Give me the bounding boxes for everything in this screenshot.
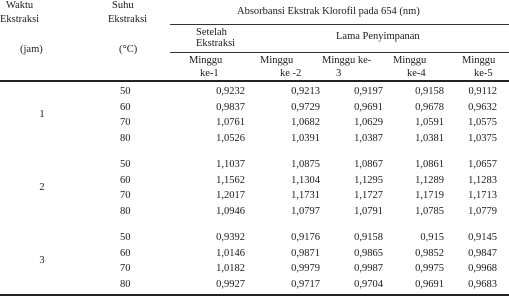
absorbance-value-cell: 0,9865 bbox=[354, 247, 383, 259]
temperature-cell: 80 bbox=[120, 278, 131, 290]
temperature-cell: 70 bbox=[120, 190, 131, 201]
absorbance-value-cell: 1,0629 bbox=[354, 117, 383, 128]
absorbance-value-cell: 1,0575 bbox=[468, 117, 497, 128]
absorbance-value-cell: 1,0867 bbox=[354, 159, 383, 170]
week-header-5-line1: Minggu bbox=[462, 55, 496, 66]
absorbance-value-cell: 1,0791 bbox=[354, 205, 383, 217]
absorbance-value-cell: 0,9683 bbox=[468, 278, 497, 290]
week-header-5-line2: ke-5 bbox=[474, 68, 493, 79]
absorbance-value-cell: 1,1295 bbox=[354, 174, 383, 186]
absorbance-value-cell: 1,1731 bbox=[291, 190, 320, 201]
absorbance-value-cell: 0,9213 bbox=[291, 86, 320, 97]
absorbance-value-cell: 0,9852 bbox=[415, 247, 444, 259]
header-suhu-line2: Ekstraksi bbox=[108, 14, 148, 25]
absorbance-value-cell: 1,0946 bbox=[216, 205, 245, 217]
temperature-cell: 60 bbox=[120, 101, 131, 113]
temperature-cell: 80 bbox=[120, 132, 131, 144]
time-cell: 1 bbox=[39, 109, 45, 121]
absorbance-value-cell: 0,9927 bbox=[216, 278, 245, 290]
absorbance-value-cell: 0,9197 bbox=[354, 86, 383, 97]
absorbance-value-cell: 1,0861 bbox=[415, 159, 444, 170]
absorbance-value-cell: 0,9678 bbox=[415, 101, 444, 113]
absorbance-value-cell: 1,0182 bbox=[216, 263, 245, 274]
absorbance-value-cell: 0,9975 bbox=[415, 263, 444, 274]
temperature-cell: 80 bbox=[120, 205, 131, 217]
temperature-cell: 70 bbox=[120, 117, 131, 128]
time-cell: 2 bbox=[39, 182, 45, 194]
absorbance-value-cell: 0,9691 bbox=[354, 101, 383, 113]
header-bottom-rule bbox=[0, 80, 509, 82]
header-rule-weeks bbox=[170, 52, 509, 53]
absorbance-value-cell: 0,915 bbox=[420, 232, 444, 243]
absorbance-value-cell: 0,9632 bbox=[468, 101, 497, 113]
table-bottom-rule bbox=[0, 294, 509, 296]
absorbance-value-cell: 1,0381 bbox=[415, 132, 444, 144]
absorbance-value-cell: 0,9837 bbox=[216, 101, 245, 113]
absorbance-value-cell: 0,9968 bbox=[468, 263, 497, 274]
temperature-cell: 60 bbox=[120, 247, 131, 259]
absorbance-value-cell: 1,1304 bbox=[291, 174, 320, 186]
absorbance-value-cell: 1,0146 bbox=[216, 247, 245, 259]
absorbance-value-cell: 1,0875 bbox=[291, 159, 320, 170]
header-waktu-line1: Waktu bbox=[6, 0, 34, 11]
header-waktu-unit: (jam) bbox=[20, 44, 43, 55]
week-header-3-line1: Minggu ke- bbox=[322, 55, 372, 66]
absorbance-value-cell: 1,1283 bbox=[468, 174, 497, 186]
week-header-2-line2: ke -2 bbox=[280, 68, 302, 79]
absorbance-value-cell: 0,9987 bbox=[354, 263, 383, 274]
week-header-4-line2: ke-4 bbox=[407, 68, 426, 79]
absorbance-value-cell: 1,0682 bbox=[291, 117, 320, 128]
temperature-cell: 50 bbox=[120, 232, 131, 243]
temperature-cell: 70 bbox=[120, 263, 131, 274]
absorbance-value-cell: 1,0779 bbox=[468, 205, 497, 217]
absorbance-value-cell: 0,9112 bbox=[468, 86, 497, 97]
absorbance-value-cell: 0,9729 bbox=[291, 101, 320, 113]
absorbance-value-cell: 0,9145 bbox=[468, 232, 497, 243]
temperature-cell: 50 bbox=[120, 159, 131, 170]
week-header-3-line2: 3 bbox=[336, 68, 342, 79]
absorbance-value-cell: 0,9232 bbox=[216, 86, 245, 97]
week-header-1-line2: ke-1 bbox=[200, 68, 219, 79]
absorbance-value-cell: 0,9158 bbox=[415, 86, 444, 97]
absorbance-value-cell: 1,1289 bbox=[415, 174, 444, 186]
header-rule-absorbansi bbox=[170, 24, 509, 25]
absorbance-value-cell: 1,1727 bbox=[354, 190, 383, 201]
temperature-cell: 50 bbox=[120, 86, 131, 97]
absorbance-value-cell: 1,0785 bbox=[415, 205, 444, 217]
absorbance-value-cell: 1,0761 bbox=[216, 117, 245, 128]
header-lama-penyimpanan: Lama Penyimpanan bbox=[336, 31, 420, 42]
header-setelah-line2: Ekstraksi bbox=[196, 38, 236, 49]
header-suhu-unit: (°C) bbox=[119, 44, 138, 55]
absorbance-value-cell: 1,1037 bbox=[216, 159, 245, 170]
week-header-2-line1: Minggu bbox=[260, 55, 294, 66]
absorbance-value-cell: 0,9979 bbox=[291, 263, 320, 274]
absorbance-value-cell: 1,2017 bbox=[216, 190, 245, 201]
week-header-1-line1: Minggu bbox=[189, 55, 223, 66]
week-header-4-line1: Minggu bbox=[393, 55, 427, 66]
absorbance-value-cell: 0,9691 bbox=[415, 278, 444, 290]
header-absorbansi: Absorbansi Ekstrak Klorofil pada 654 (nm) bbox=[237, 6, 420, 17]
absorbance-value-cell: 0,9392 bbox=[216, 232, 245, 243]
absorbance-value-cell: 1,0387 bbox=[354, 132, 383, 144]
absorbance-value-cell: 1,1713 bbox=[468, 190, 497, 201]
header-suhu-line1: Suhu bbox=[112, 0, 134, 11]
time-cell: 3 bbox=[39, 255, 45, 267]
absorbance-value-cell: 0,9717 bbox=[291, 278, 320, 290]
absorbance-value-cell: 1,0657 bbox=[468, 159, 497, 170]
absorbance-value-cell: 0,9158 bbox=[354, 232, 383, 243]
absorbance-value-cell: 0,9847 bbox=[468, 247, 497, 259]
absorbance-value-cell: 1,0375 bbox=[468, 132, 497, 144]
absorbance-value-cell: 1,1719 bbox=[415, 190, 444, 201]
absorbance-value-cell: 0,9704 bbox=[354, 278, 383, 290]
absorbance-value-cell: 1,0391 bbox=[291, 132, 320, 144]
header-setelah-line1: Setelah bbox=[196, 27, 227, 38]
absorbance-value-cell: 1,0797 bbox=[291, 205, 320, 217]
absorbance-value-cell: 0,9176 bbox=[291, 232, 320, 243]
absorbance-value-cell: 0,9871 bbox=[291, 247, 320, 259]
absorbance-value-cell: 1,0591 bbox=[415, 117, 444, 128]
temperature-cell: 60 bbox=[120, 174, 131, 186]
header-waktu-line2: Ekstraksi bbox=[0, 14, 40, 25]
absorbance-value-cell: 1,1562 bbox=[216, 174, 245, 186]
absorbance-value-cell: 1,0526 bbox=[216, 132, 245, 144]
